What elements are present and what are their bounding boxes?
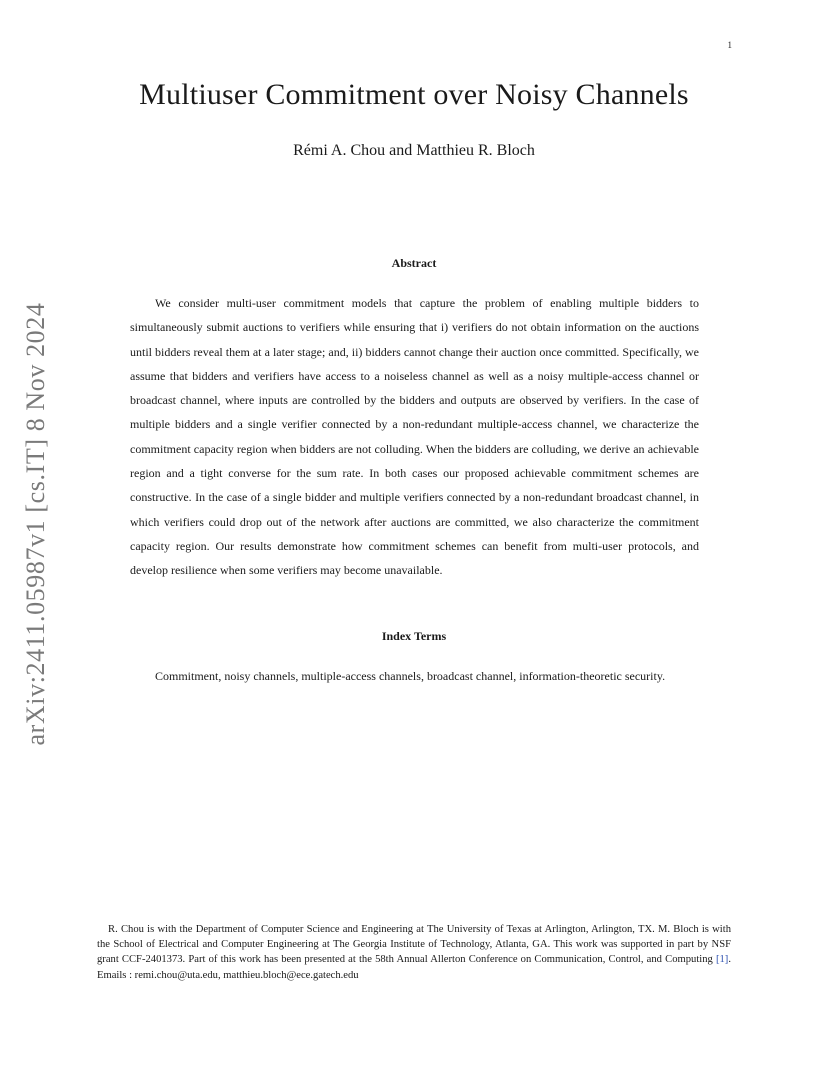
arxiv-side-stamp: arXiv:2411.05987v1 [cs.IT] 8 Nov 2024 <box>21 302 50 746</box>
footnote-text-after-citation: . Emails : remi.chou@uta.edu, matthieu.bloch@ece.gatech.edu <box>97 954 731 981</box>
abstract-heading: Abstract <box>391 256 437 270</box>
paper-title: Multiuser Commitment over Noisy Channels <box>139 78 689 111</box>
footnote-text-before-citation: R. Chou is with the Department of Computer Science and Engineering at The University of Texas at Arlington, Arlington, TX. M. Bloch is with the School of Electrical and Computer Engineering at The Georgia Institute of Technology, Atlanta, GA. This work was supported in part by NSF grant CCF-2401373. Part of this work has been presented at the 58th Annual Allerton Conference on Communication, Control, and Computing <box>97 924 731 966</box>
paper-authors: Rémi A. Chou and Matthieu R. Bloch <box>293 142 535 159</box>
index-terms-heading: Index Terms <box>381 629 447 643</box>
page-number: 1 <box>727 40 732 50</box>
citation-link[interactable]: [1] <box>715 954 729 966</box>
abstract-text: We consider multi-user commitment models that capture the problem of enabling multiple bidders to simultaneously submit auctions to verifiers while ensuring that i) verifiers do not obtain information on the auctions until bidders reveal them at a later stage; and, ii) bidders cannot change their auction once committed. Specifically, we assume that bidders and verifiers have access to a noiseless channel as well as a noisy multiple-access channel or broadcast channel, where inputs are controlled by the bidders and outputs are observed by verifiers. In the case of multiple bidders and a single verifier connected by a non-redundant multiple-access channel, we characterize the commitment capacity region when bidders are not colluding. When the bidders are colluding, we derive an achievable region and a tight converse for the sum rate. In both cases our proposed achievable commitment schemes are constructive. In the case of a single bidder and multiple verifiers connected by a non-redundant broadcast channel, in which verifiers could drop out of the network after auctions are committed, we also characterize the commitment capacity region. Our results demonstrate how commitment schemes can benefit from multi-user protocols, and develop resilience when some verifiers may become unavailable. <box>130 296 699 578</box>
index-terms-text: Commitment, noisy channels, multiple-access channels, broadcast channel, information-theoretic security. <box>155 669 666 683</box>
author-footnote <box>97 922 731 983</box>
